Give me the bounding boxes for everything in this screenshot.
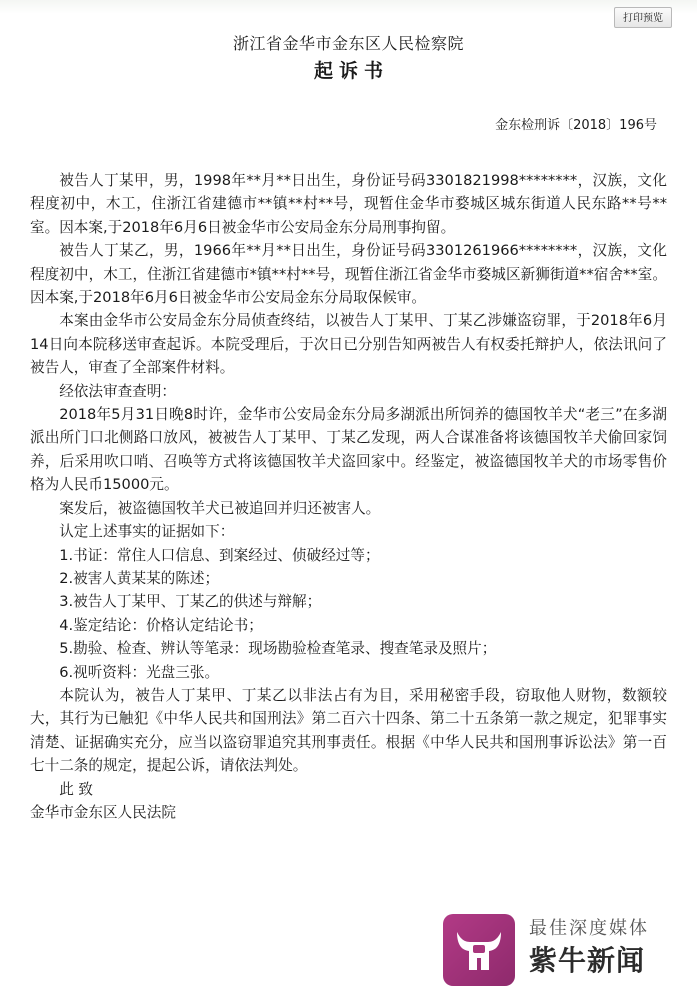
body-paragraph: 6.视听资料：光盘三张。 <box>59 663 220 681</box>
body-paragraph: 被告人丁某甲，男，1998年**月**日出生，身份证号码3301821998********，汉族，文化程度初中，木工，住浙江省建德市**镇**村**号，现暂住金华市婺城区城东街道人民东路**号**室。因本案,于2018年6月6日被金华市公安局金东分局刑事拘留。 <box>30 172 667 236</box>
watermark-brand: 紫牛新闻 <box>529 944 646 977</box>
body-paragraph: 金华市金东区人民法院 <box>30 803 176 821</box>
body-paragraph: 4.鉴定结论：价格认定结论书； <box>59 616 263 634</box>
body-paragraph: 此 致 <box>59 780 94 798</box>
body-paragraph: 案发后，被盗德国牧羊犬已被追回并归还被害人。 <box>59 499 381 517</box>
zi-niu-news-watermark <box>443 910 693 994</box>
body-paragraph: 2018年5月31日晚8时许，金华市公安局金东分局多湖派出所饲养的德国牧羊犬“老三”在多湖派出所门口北侧路口放风，被被告人丁某甲、丁某乙发现，两人合谋准备将该德国牧羊犬偷回家饲养，后采用吹口哨、召唤等方式将该德国牧羊犬盗回家中。经鉴定，被盗德国牧羊犬的市场零售价格为人民币15000元。 <box>30 406 667 494</box>
body-paragraph: 2.被害人黄某某的陈述； <box>59 569 220 587</box>
body-paragraph: 经依法审查查明： <box>59 382 176 400</box>
purple-bull-logo-icon <box>443 914 515 986</box>
body-paragraph: 认定上述事实的证据如下： <box>59 523 235 541</box>
body-paragraph: 1.书证：常住人口信息、到案经过、侦破经过等； <box>59 546 380 564</box>
case-number: 金东检刑诉〔2018〕196号 <box>495 118 657 133</box>
procuratorate-name: 浙江省金华市金东区人民检察院 <box>232 34 464 53</box>
body-paragraph: 3.被告人丁某甲、丁某乙的供述与辩解； <box>59 593 322 611</box>
document-title: 起诉书 <box>313 60 389 82</box>
body-paragraph: 本案由金华市公安局金东分局侦查终结，以被告人丁某甲、丁某乙涉嫌盗窃罪，于2018年6月14日向本院移送审查起诉。本院受理后，于次日已分别告知两被告人有权委托辩护人，依法讯问了被告人，审查了全部案件材料。 <box>30 312 667 377</box>
body-paragraph: 被告人丁某乙，男，1966年**月**日出生，身份证号码3301261966********，汉族，文化程度初中，木工，住浙江省建德市*镇**村**号，现暂住浙江省金华市婺城区新狮街道**宿舍**室。因本案,于2018年6月6日被金华市公安局金东分局取保候审。 <box>30 242 667 307</box>
body-paragraph: 本院认为，被告人丁某甲、丁某乙以非法占有为目，采用秘密手段，窃取他人财物，数额较大，其行为已触犯《中华人民共和国刑法》第二百六十四条、第二十五条第一款之规定，犯罪事实清楚、证据确实充分，应当以盗窃罪追究其刑事责任。根据《中华人民共和国刑事诉讼法》第一百七十二条的规定，提起公诉，请依法判处。 <box>30 686 667 775</box>
indictment-body <box>30 169 667 824</box>
watermark-tagline: 最佳深度媒体 <box>529 918 649 939</box>
print-preview-button[interactable]: 打印预览 <box>614 7 672 28</box>
body-paragraph: 5.勘验、检查、辨认等笔录：现场勘验检查笔录、搜查笔录及照片； <box>59 640 497 658</box>
